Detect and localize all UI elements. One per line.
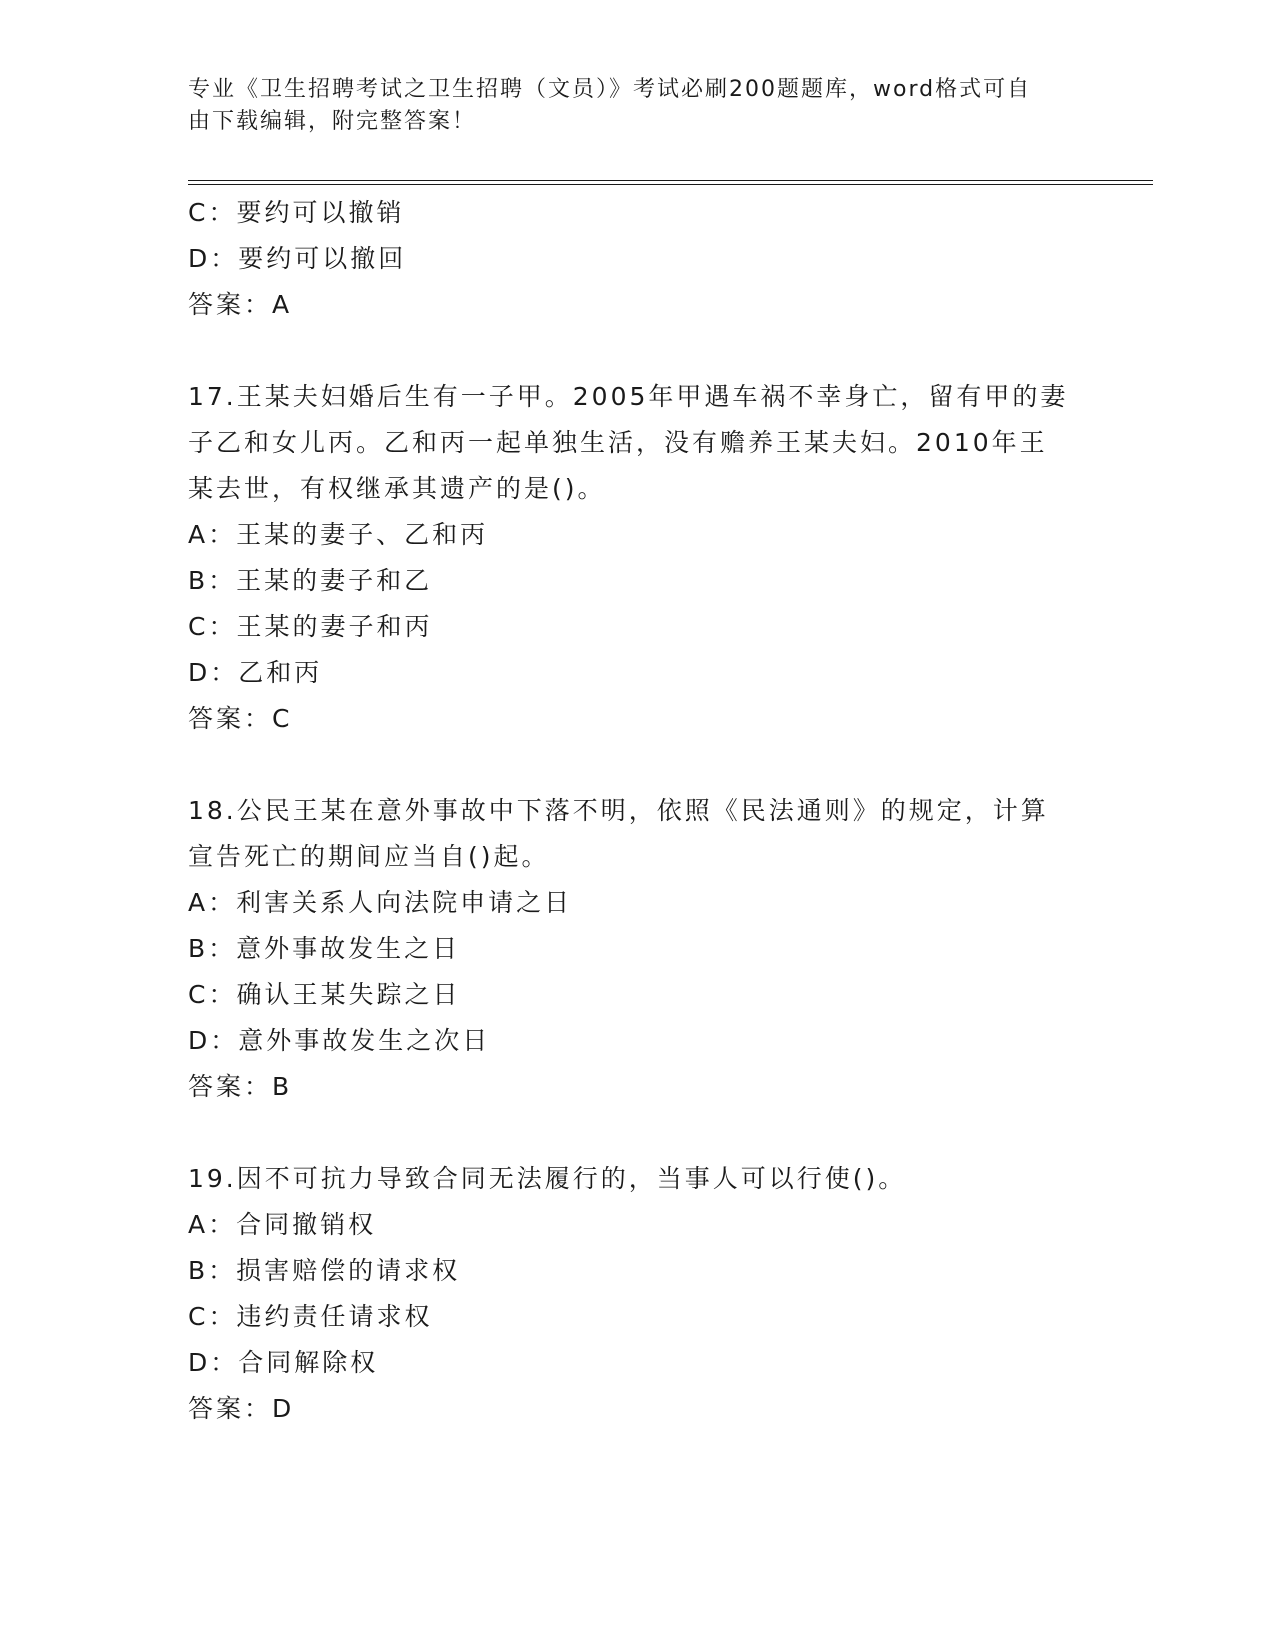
- option-c: C：违约责任请求权: [188, 1302, 433, 1331]
- question-stem-line: 19.因不可抗力导致合同无法履行的，当事人可以行使()。: [188, 1164, 907, 1193]
- answer-line: 答案：A: [188, 290, 293, 319]
- header-rule-top: [188, 180, 1153, 181]
- option-b: B：损害赔偿的请求权: [188, 1256, 461, 1285]
- answer-line: 答案：D: [188, 1394, 295, 1423]
- question-block-17: [188, 374, 1088, 742]
- option-d: D：乙和丙: [188, 658, 323, 687]
- answer-line: 答案：C: [188, 704, 293, 733]
- question-stem-line: 17.王某夫妇婚后生有一子甲。2005年甲遇车祸不幸身亡，留有甲的妻: [188, 382, 1069, 411]
- question-stem-line: 某去世，有权继承其遗产的是()。: [188, 474, 606, 503]
- header-line-1: 专业《卫生招聘考试之卫生招聘（文员）》考试必刷200题题库，word格式可自: [188, 77, 1032, 102]
- question-list: [188, 190, 1088, 1432]
- answer-line: 答案：B: [188, 1072, 293, 1101]
- option-a: A：王某的妻子、乙和丙: [188, 520, 489, 549]
- question-block-18: [188, 788, 1088, 1110]
- header-line-2: 由下载编辑，附完整答案！: [188, 109, 477, 134]
- option-d: D：合同解除权: [188, 1348, 379, 1377]
- option-c: C：王某的妻子和丙: [188, 612, 433, 641]
- header-rule-bottom: [188, 184, 1153, 185]
- option-b: B：王某的妻子和乙: [188, 566, 433, 595]
- option-c: C：要约可以撤销: [188, 198, 405, 227]
- question-stem-line: 宣告死亡的期间应当自()起。: [188, 842, 550, 871]
- question-stem-line: 18.公民王某在意外事故中下落不明，依照《民法通则》的规定，计算: [188, 796, 1049, 825]
- option-a: A：利害关系人向法院申请之日: [188, 888, 573, 917]
- option-d: D：要约可以撤回: [188, 244, 407, 273]
- question-block-16: [188, 190, 1088, 328]
- document-header: [188, 74, 1068, 138]
- option-b: B：意外事故发生之日: [188, 934, 461, 963]
- question-stem-line: 子乙和女儿丙。乙和丙一起单独生活，没有赡养王某夫妇。2010年王: [188, 428, 1048, 457]
- option-a: A：合同撤销权: [188, 1210, 377, 1239]
- question-block-19: [188, 1156, 1088, 1432]
- option-d: D：意外事故发生之次日: [188, 1026, 491, 1055]
- option-c: C：确认王某失踪之日: [188, 980, 461, 1009]
